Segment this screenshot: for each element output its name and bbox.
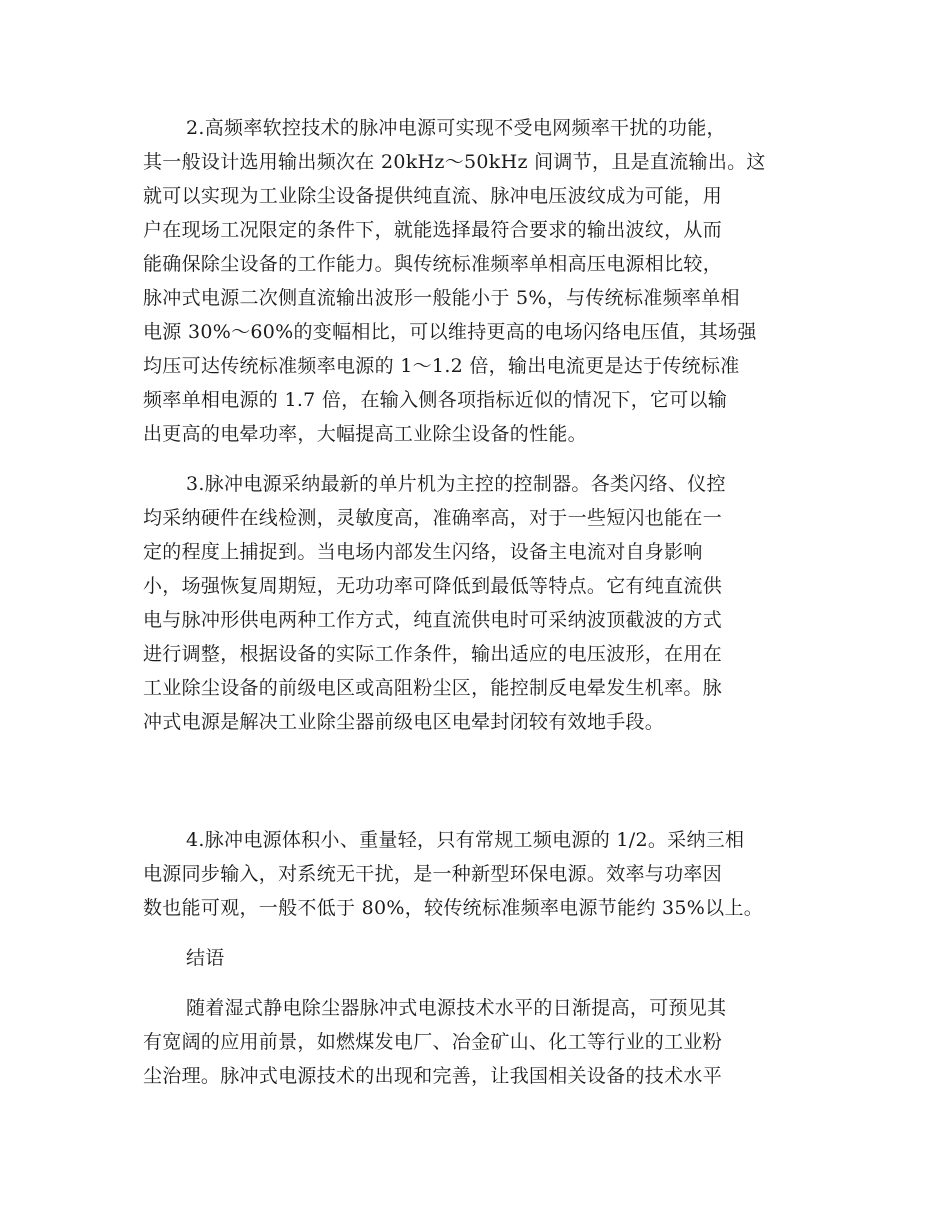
text-line: 就可以实现为工业除尘设备提供纯直流、脉冲电压波纹成为可能，用	[143, 185, 723, 207]
text-line: 3.脉冲电源采纳最新的单片机为主控的控制器。各类闪络、仪控	[186, 473, 726, 495]
text-line: 均采纳硬件在线检测，灵敏度高，准确率高，对于一些短闪也能在一	[143, 507, 723, 529]
text-line: 进行调整，根据设备的实际工作条件，输出适应的电压波形，在用在	[143, 643, 723, 665]
text-line: 电源 30%～60%的变幅相比，可以维持更高的电场闪络电压值，其场强	[143, 321, 757, 343]
text-line: 数也能可观，一般不低于 80%，较传统标准频率电源节能约 35%以上。	[143, 897, 764, 919]
text-line: 频率单相电源的 1.7 倍，在输入侧各项指标近似的情况下，它可以输	[143, 389, 728, 411]
text-line: 随着湿式静电除尘器脉冲式电源技术水平的日渐提高，可预见其	[186, 997, 727, 1019]
text-line: 2.高频率软控技术的脉冲电源可实现不受电网频率干扰的功能，	[186, 117, 726, 139]
text-line: 小，场强恢复周期短，无功功率可降低到最低等特点。它有纯直流供	[143, 575, 723, 597]
text-line: 有宽阔的应用前景，如燃煤发电厂、冶金矿山、化工等行业的工业粉	[143, 1031, 723, 1053]
text-line: 工业除尘设备的前级电区或高阻粉尘区，能控制反电晕发生机率。脉	[143, 677, 723, 699]
text-line: 出更高的电晕功率，大幅提高工业除尘设备的性能。	[143, 423, 587, 445]
text-line: 4.脉冲电源体积小、重量轻，只有常规工频电源的 1/2。采纳三相	[186, 829, 745, 851]
text-line: 户在现场工况限定的条件下，就能选择最符合要求的输出波纹，从而	[143, 219, 723, 241]
heading-text: 结语	[186, 947, 225, 969]
text-line: 定的程度上捕捉到。当电场内部发生闪络，设备主电流对自身影响	[143, 541, 703, 563]
text-line: 电源同步输入，对系统无干扰，是一种新型环保电源。效率与功率因	[143, 863, 723, 885]
text-line: 冲式电源是解决工业除尘器前级电区电晕封闭较有效地手段。	[143, 711, 665, 733]
text-line: 尘治理。脉冲式电源技术的出现和完善，让我国相关设备的技术水平	[143, 1065, 723, 1087]
text-line: 其一般设计选用输出频次在 20kHz～50kHz 间调节，且是直流输出。这	[143, 151, 766, 173]
text-line: 能确保除尘设备的工作能力。與传统标准频率单相高压电源相比较，	[143, 253, 723, 275]
text-line: 脉冲式电源二次侧直流输出波形一般能小于 5%，与传统标准频率单相	[143, 287, 740, 309]
text-line: 电与脉冲形供电两种工作方式，纯直流供电时可采纳波顶截波的方式	[143, 609, 723, 631]
text-line: 均压可达传统标准频率电源的 1～1.2 倍，输出电流更是达于传统标准	[143, 355, 740, 377]
